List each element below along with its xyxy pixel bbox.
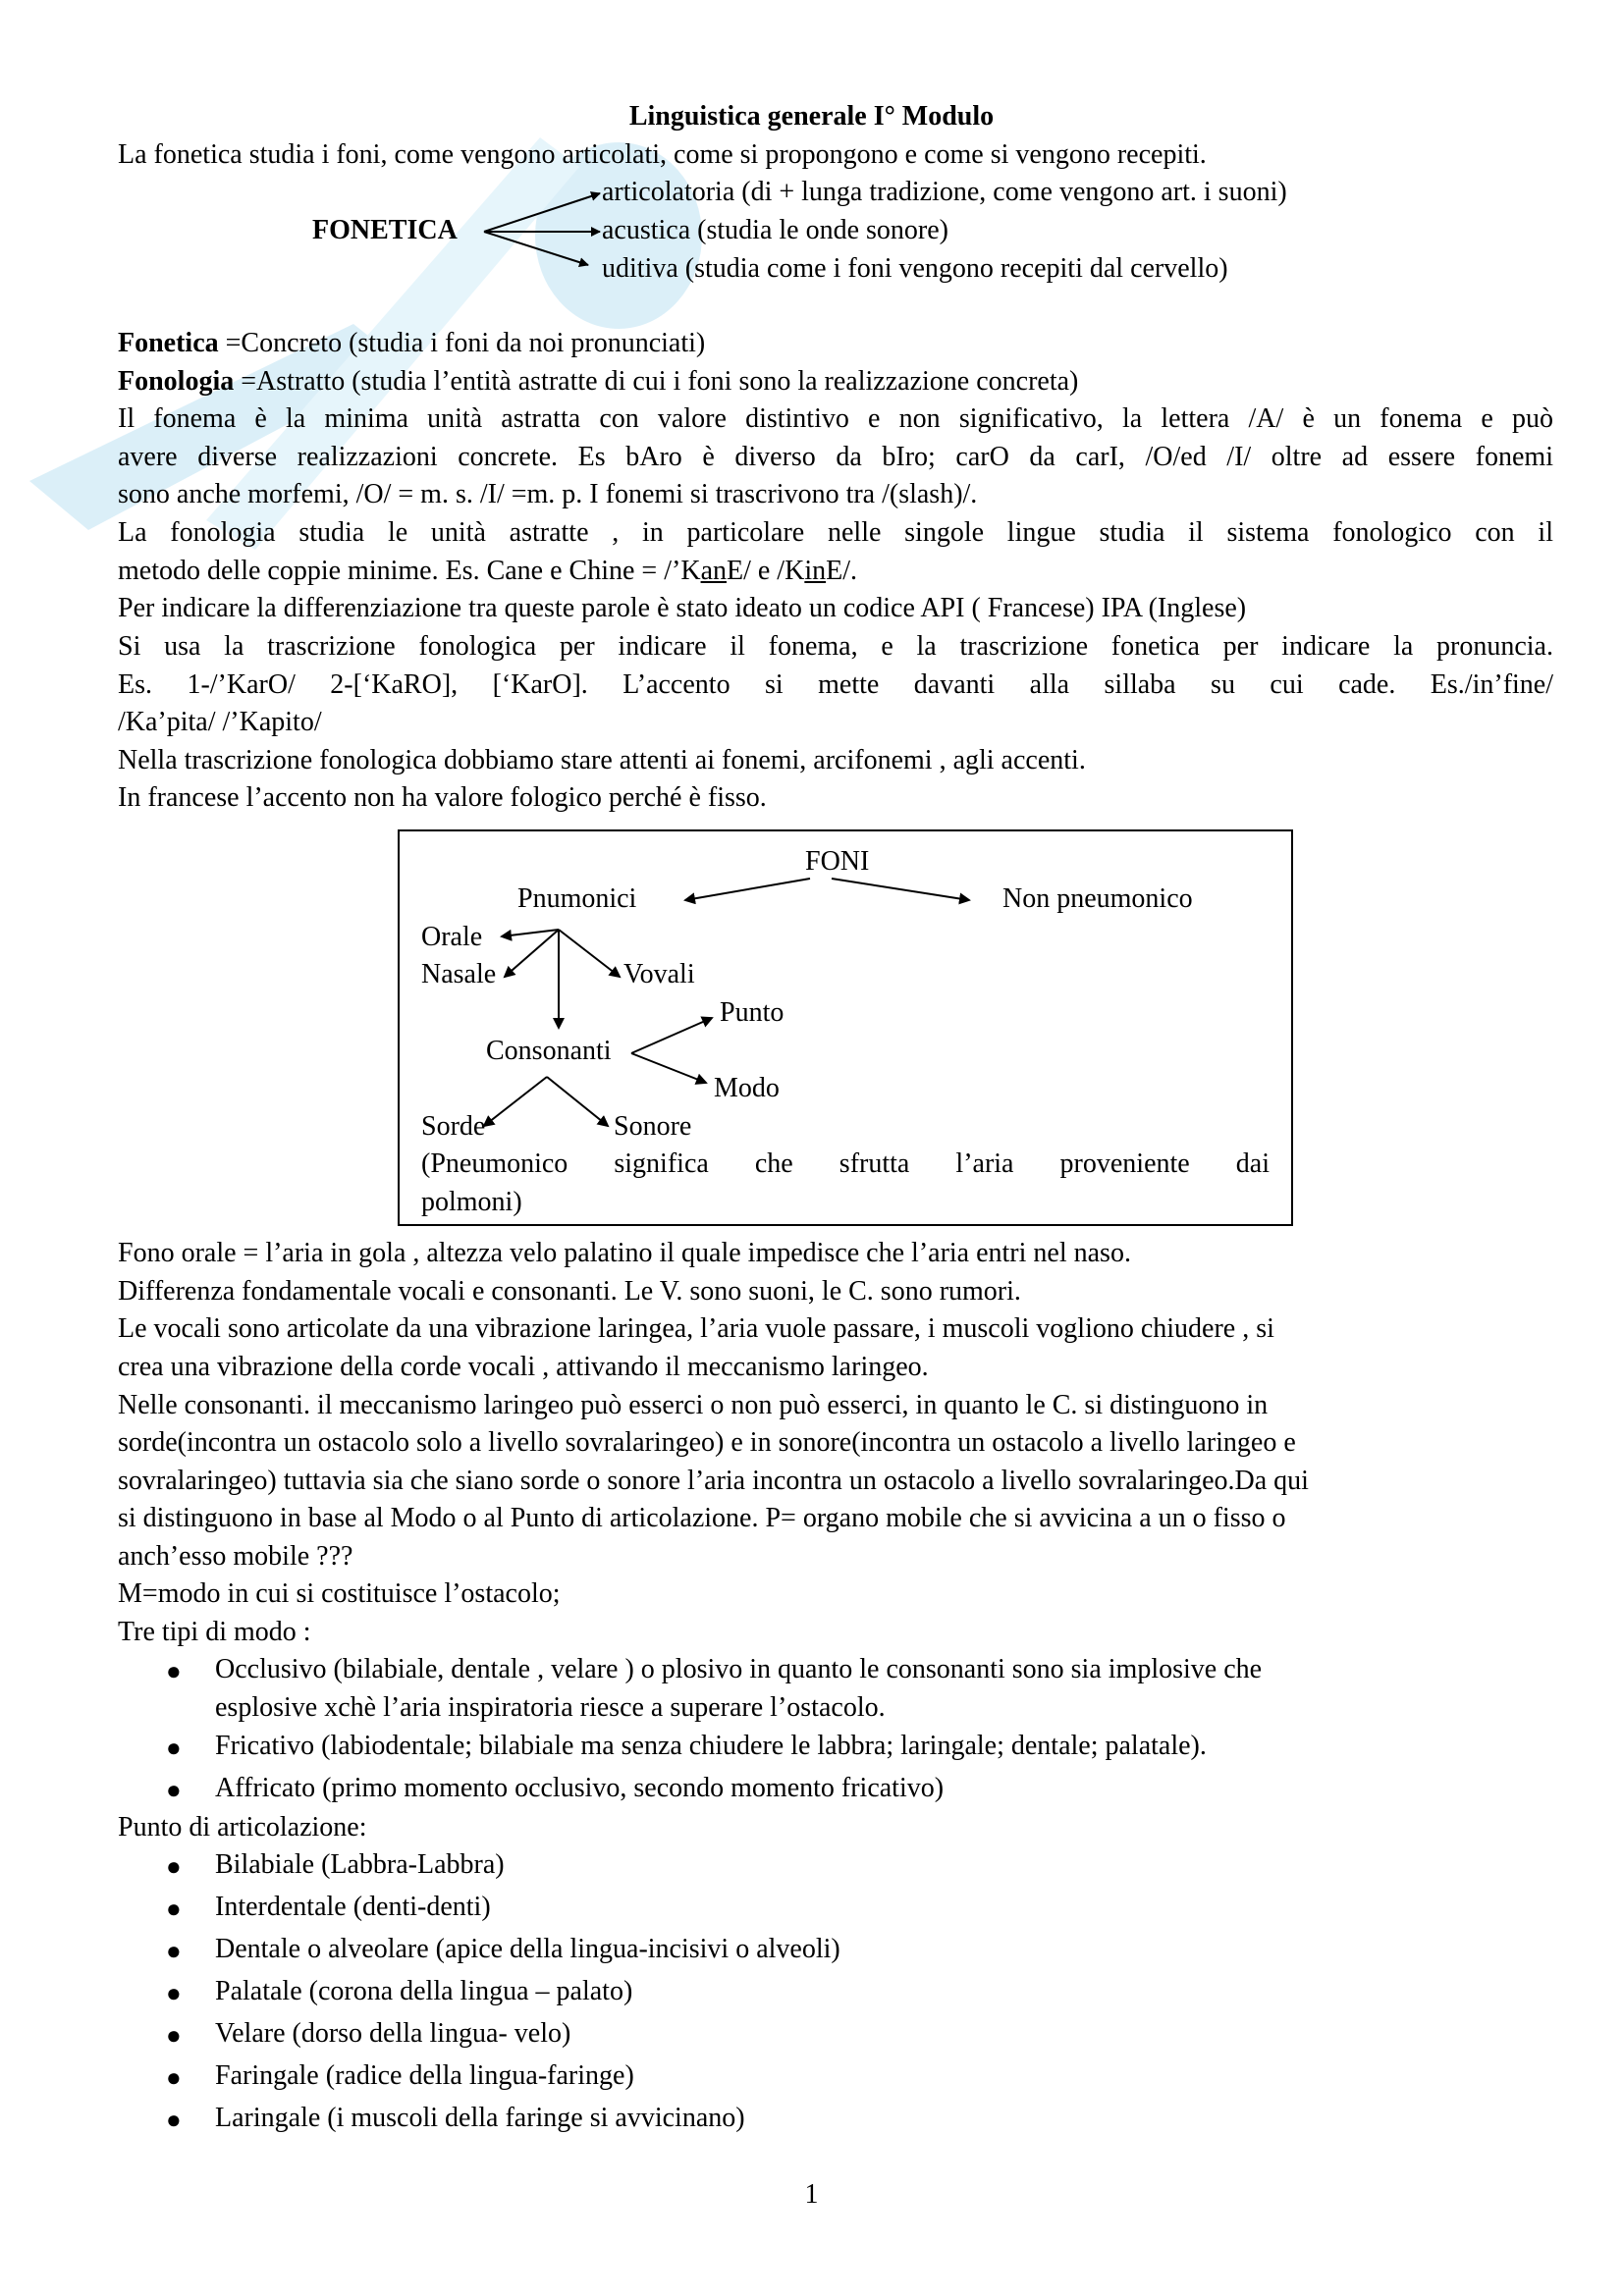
intro-line: La fonetica studia i foni, come vengono articolati, come si propongono e come si vengono recepiti. — [118, 139, 1207, 170]
list-item: Faringale (radice della lingua-faringe) — [215, 2060, 634, 2091]
bullet: ● — [166, 2021, 182, 2050]
body-line: si distinguono in base al Modo o al Punto di articolazione. P= organo mobile che si avvicina a un o fisso o — [118, 1503, 1286, 1533]
body-line: crea una vibrazione della corde vocali , attivando il meccanismo laringeo. — [118, 1352, 929, 1382]
paragraph-line: Si usa la trascrizione fonologica per indicare il fonema, e la trascrizione fonetica per indicare la pronuncia. — [118, 631, 1553, 662]
text-run: K — [784, 556, 805, 586]
body-line: Le vocali sono articolate da una vibrazione laringea, l’aria vuole passare, i muscoli vogliono chiudere , si — [118, 1313, 1274, 1344]
paragraph-line: La fonologia studia le unità astratte , in particolare nelle singole lingue studia il sistema fonologico con il — [118, 517, 1553, 548]
diagram-label: Punto — [720, 997, 784, 1028]
bullet: ● — [166, 1776, 182, 1804]
diagram-label: Pnumonici — [517, 883, 637, 914]
list-item: Occlusivo (bilabiale, dentale , velare ) o plosivo in quanto le consonanti sono sia implosive che — [215, 1654, 1263, 1684]
body-line: Nelle consonanti. il meccanismo laringeo può esserci o non può esserci, in quanto le C. si distinguono in — [118, 1390, 1269, 1420]
diagram-label: Consonanti — [486, 1036, 612, 1066]
paragraph-line: Per indicare la differenziazione tra queste parole è stato ideato un codice API ( Francese) IPA (Inglese) — [118, 593, 1247, 623]
list-item: Laringale (i muscoli della faringe si avvicinano) — [215, 2103, 745, 2133]
term: Fonetica — [118, 328, 219, 358]
page-title: Linguistica generale I° Modulo — [628, 101, 995, 132]
arrow — [631, 1053, 706, 1083]
paragraph-line: avere diverse realizzazioni concrete. Es bAro è diverso da bIro; carO da carI, /O/ed /I/ oltre ad essere fonemi — [118, 442, 1553, 472]
diagram-label: Sorde — [421, 1111, 486, 1142]
list-item: Bilabiale (Labbra-Labbra) — [215, 1849, 505, 1880]
bullet: ● — [166, 2063, 182, 2092]
bullet: ● — [166, 1734, 182, 1762]
paragraph-line: Es. 1-/’KarO/ 2-[‘KaRO], [‘KarO]. L’accento si mette davanti alla sillaba su cui cade. Es./in’fine/ — [118, 669, 1553, 700]
text-run: K — [680, 556, 701, 586]
fonetica-head: FONETICA — [312, 215, 458, 245]
fonetica-branch: articolatoria (di + lunga tradizione, come vengono art. i suoni) — [602, 177, 1287, 207]
paragraph-line: sono anche morfemi, /O/ = m. s. /I/ =m. p. I fonemi si trascrivono tra /(slash)/. — [118, 479, 978, 509]
arrow — [631, 1018, 712, 1053]
bullet: ● — [166, 1852, 182, 1881]
diagram-label: Vovali — [623, 959, 695, 989]
arrow — [484, 232, 588, 265]
body-line: anch’esso mobile ??? — [118, 1541, 353, 1572]
fonetica-branch: acustica (studia le onde sonore) — [602, 215, 948, 245]
bullet: ● — [166, 1937, 182, 1965]
diagram-label: Nasale — [421, 959, 497, 989]
list-item: Fricativo (labiodentale; bilabiale ma senza chiudere le labbra; laringale; dentale; palatale). — [215, 1731, 1207, 1761]
fonetica-branch: uditiva (studia come i foni vengono recepiti dal cervello) — [602, 253, 1228, 284]
bullet: ● — [166, 1895, 182, 1923]
list-item-continuation: esplosive xchè l’aria inspiratoria riesce a superare l’ostacolo. — [215, 1692, 886, 1723]
body-line: Differenza fondamentale vocali e consonanti. Le V. sono suoni, le C. sono rumori. — [118, 1276, 1021, 1307]
diagram-label: Sonore — [614, 1111, 692, 1142]
text-run: E/ e / — [727, 556, 785, 586]
list-item: Affricato (primo momento occlusivo, secondo momento fricativo) — [215, 1773, 945, 1803]
diagram-label: Modo — [714, 1073, 780, 1103]
diagram-label: Orale — [421, 922, 483, 952]
body-line: sorde(incontra un ostacolo solo a livello sovralaringeo) e in sonore(incontra un ostacolo a livello laringeo e — [118, 1427, 1296, 1458]
underlined-run: an — [700, 556, 727, 586]
arrow — [502, 930, 559, 936]
paragraph-line: Il fonema è la minima unità astratta con valore distintivo e non significativo, la lettera /A/ è un fonema e può — [118, 403, 1553, 434]
definition-line — [118, 363, 1078, 401]
paragraph-line: In francese l’accento non ha valore fologico perché è fisso. — [118, 782, 767, 813]
body-line: M=modo in cui si costituisce l’ostacolo; — [118, 1578, 561, 1609]
foni-arrows — [400, 831, 1291, 1224]
list-item: Velare (dorso della lingua- velo) — [215, 2018, 571, 2049]
foni-diagram — [398, 829, 1293, 1226]
bullet: ● — [166, 1979, 182, 2007]
diagram-root-label: FONI — [805, 846, 870, 877]
underlined-run: in — [804, 556, 827, 586]
body-line: Tre tipi di modo : — [118, 1617, 311, 1647]
body-line: Fono orale = l’aria in gola , altezza velo palatino il quale impedisce che l’aria entri nel naso. — [118, 1238, 1131, 1268]
paragraph-line: /Ka’pita/ /’Kapito/ — [118, 707, 322, 737]
arrow — [685, 879, 810, 900]
bullet: ● — [166, 1657, 182, 1685]
bullet: ● — [166, 2106, 182, 2134]
diagram-label: Non pneumonico — [1002, 883, 1193, 914]
definition-text: =Concreto (studia i foni da noi pronunciati) — [218, 328, 706, 358]
section-heading: Punto di articolazione: — [118, 1812, 367, 1842]
diagram-note: polmoni) — [421, 1187, 522, 1217]
arrow — [832, 879, 969, 900]
text-run: metodo delle coppie minime. Es. Cane e Chine = /’ — [118, 556, 681, 586]
list-item: Interdentale (denti-denti) — [215, 1892, 491, 1922]
term: Fonologia — [118, 366, 235, 397]
list-item: Dentale o alveolare (apice della lingua-incisivi o alveoli) — [215, 1934, 840, 1964]
diagram-note: (Pneumonico significa che sfrutta l’aria proveniente dai — [421, 1148, 1270, 1179]
arrow — [484, 193, 600, 232]
arrow — [484, 1077, 547, 1126]
definition-line — [118, 325, 705, 363]
paragraph-line — [118, 553, 857, 591]
definition-text: =Astratto (studia l’entità astratte di cui i foni sono la realizzazione concreta) — [234, 366, 1079, 397]
arrow — [505, 930, 559, 977]
arrow — [547, 1077, 608, 1126]
paragraph-line: Nella trascrizione fonologica dobbiamo stare attenti ai fonemi, arcifonemi , agli accenti. — [118, 745, 1086, 775]
text-run: E/. — [826, 556, 857, 586]
list-item: Palatale (corona della lingua – palato) — [215, 1976, 633, 2006]
arrow — [559, 930, 620, 977]
body-line: sovralaringeo) tuttavia sia che siano sorde o sonore l’aria incontra un ostacolo a livello sovralaringeo.Da qui — [118, 1466, 1309, 1496]
page-number: 1 — [804, 2179, 819, 2210]
